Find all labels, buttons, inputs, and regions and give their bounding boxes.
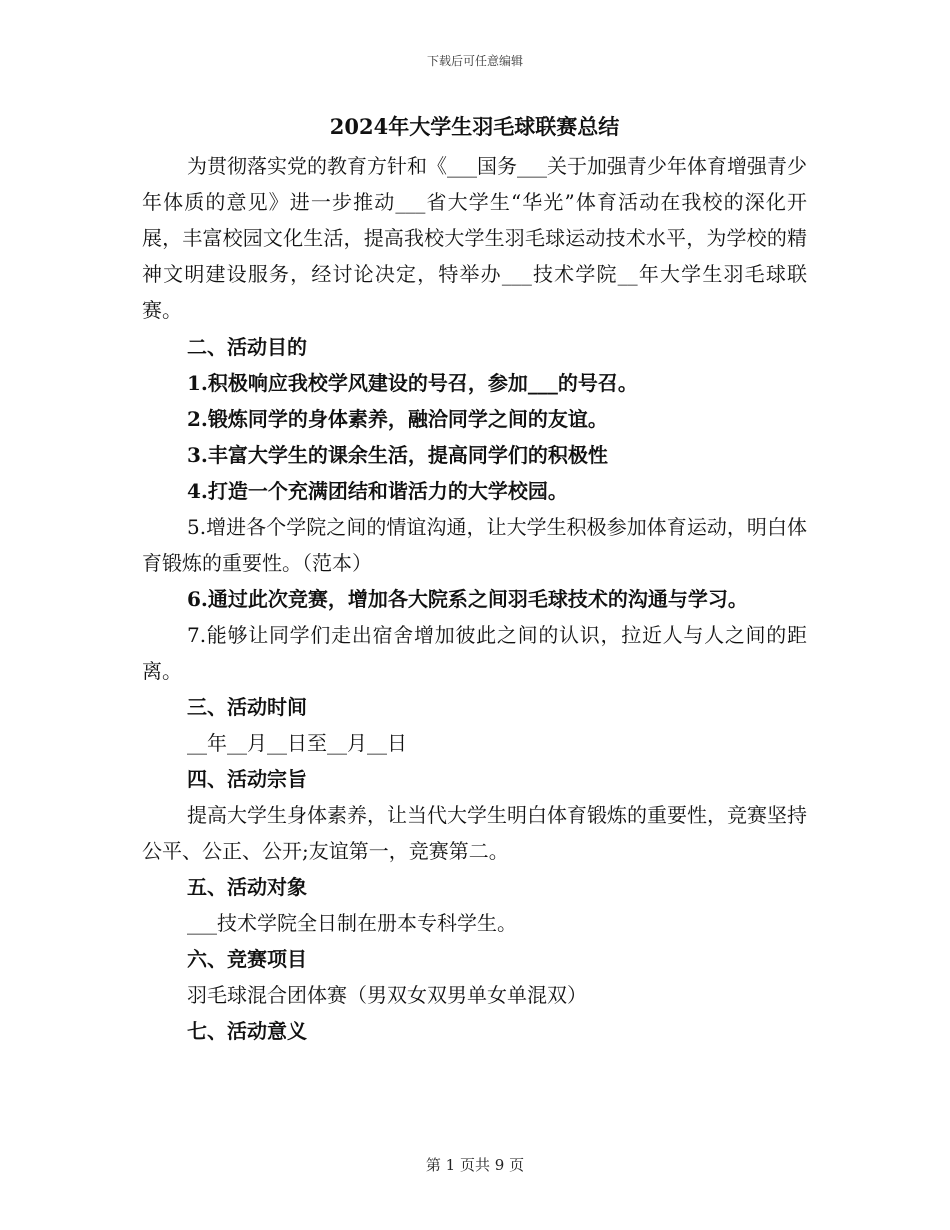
activity-time-text: __年__月__日至__月__日: [187, 731, 407, 755]
purpose-item-1: 1.积极响应我校学风建设的号召，参加___的号召。: [187, 371, 638, 395]
document-body: [142, 112, 807, 1049]
intro-paragraph: 为贯彻落实党的教育方针和《___国务___关于加强青少年体育增强青少年体质的意见》进一步推动___省大学生“华光”体育活动在我校的深化开展，丰富校园文化生活，提高我校大学生羽毛球运动技术水平，为学校的精神文明建设服务，经讨论决定，特举办___技术学院__年大学生羽毛球联赛。: [142, 154, 807, 322]
purpose-item-3: 3.丰富大学生的课余生活，提高同学们的积极性: [187, 443, 608, 467]
purpose-item-6: 6.通过此次竞赛，增加各大院系之间羽毛球技术的沟通与学习。: [187, 587, 748, 611]
purpose-item-7: 7.能够让同学们走出宿舍增加彼此之间的认识，拉近人与人之间的距离。: [142, 623, 807, 683]
participants-text: ___技术学院全日制在册本专科学生。: [187, 911, 517, 935]
section-heading-purpose: 二、活动目的: [187, 335, 307, 359]
section-heading-time: 三、活动时间: [187, 695, 307, 719]
purpose-item-2: 2.锻炼同学的身体素养，融洽同学之间的友谊。: [187, 407, 608, 431]
download-note: 下载后可任意编辑: [426, 54, 523, 68]
document-title: 2024年大学生羽毛球联赛总结: [329, 114, 620, 139]
purpose-item-4: 4.打造一个充满团结和谐活力的大学校园。: [187, 479, 568, 503]
events-text: 羽毛球混合团体赛（男双女双男单女单混双）: [187, 983, 587, 1007]
section-heading-significance: 七、活动意义: [187, 1019, 307, 1043]
section-heading-aim: 四、活动宗旨: [187, 767, 307, 791]
section-heading-participants: 五、活动对象: [187, 875, 307, 899]
page-footer: [0, 1154, 950, 1175]
activity-aim-text: 提高大学生身体素养，让当代大学生明白体育锻炼的重要性，竞赛坚持公平、公正、公开;友谊第一，竞赛第二。: [142, 803, 807, 863]
section-heading-events: 六、竞赛项目: [187, 947, 307, 971]
purpose-item-5: 5.增进各个学院之间的情谊沟通，让大学生积极参加体育运动，明白体育锻炼的重要性。（范本）: [142, 515, 807, 575]
page-number-label: 第 1 页共 9 页: [425, 1156, 525, 1174]
